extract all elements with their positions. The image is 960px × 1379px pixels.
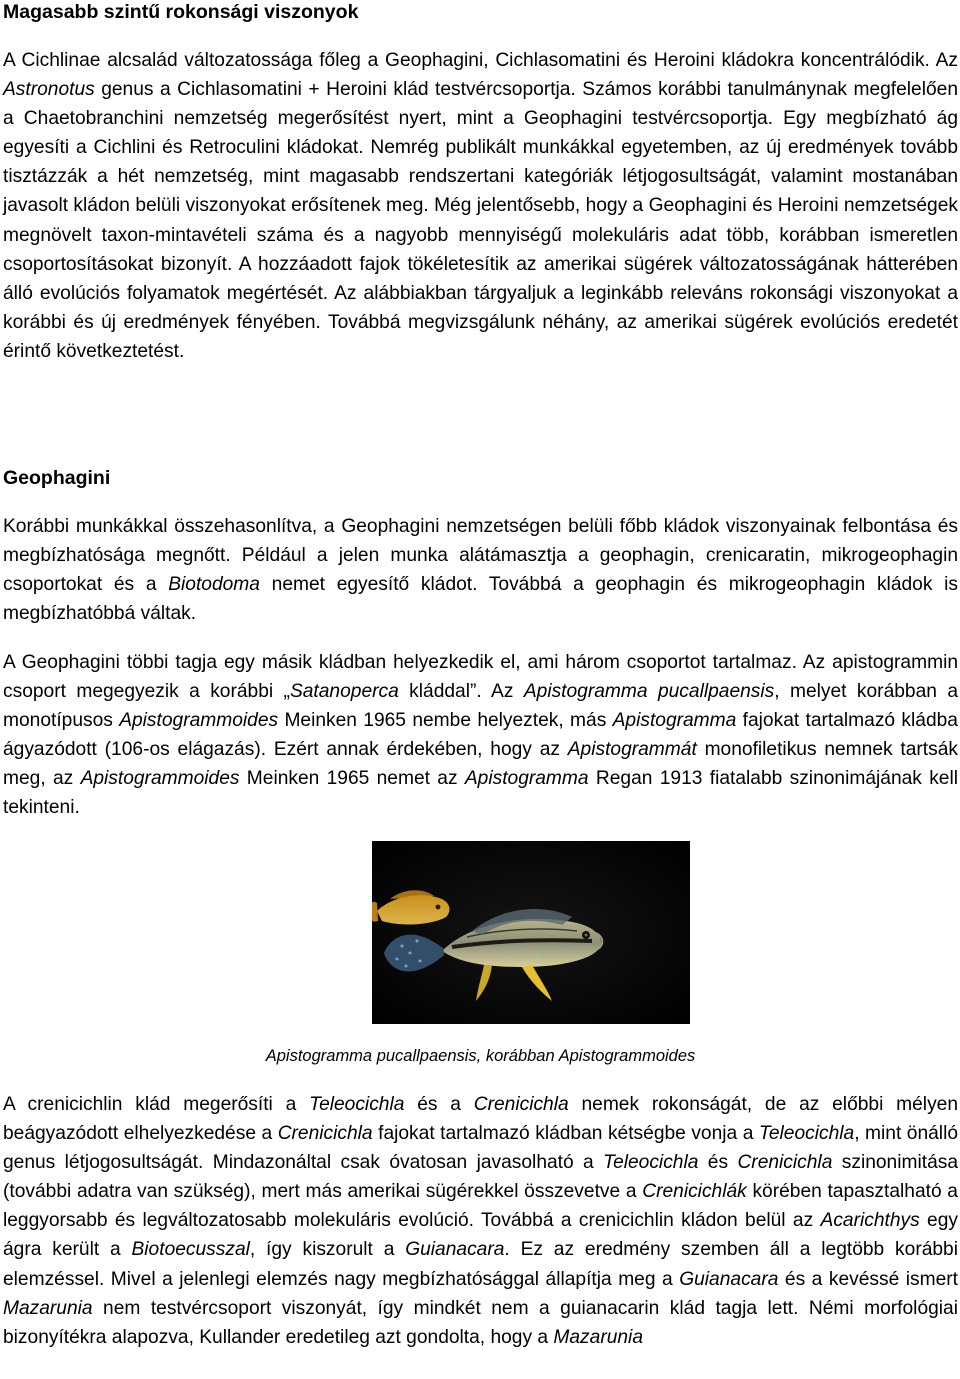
italic-term: Guianacara — [405, 1239, 505, 1261]
text-run: Regan 1913 fiatalabb szinonimájának kell tekinteni. — [3, 768, 958, 819]
text-run: nemek rokonságát, de az előbbi mélyen beágyazódott elhelyezkedése a — [3, 1094, 959, 1145]
italic-term: Satanoperca — [289, 681, 399, 703]
text-run: A Geophagini többi tagja egy másik kládban helyezkedik el, ami három csoportot tartalmaz. Az apistogrammin csoport megegyezik a korábbi „ — [3, 652, 958, 703]
text-run: és a kevéssé ismert — [778, 1268, 958, 1290]
italic-term: Teleocichla — [309, 1094, 405, 1115]
text-run: Korábbi munkákkal összehasonlítva, a Geophagini nemzetségen belüli főbb kládok viszonyainak felbontása és megbízhatósága megnőtt. Például a jelen munka alátámasztja a geophagin, crenicaratin, mikrogeophagin csoportokat és a — [3, 516, 958, 596]
text-run: A crenicichlin klád megerősíti a — [3, 1094, 310, 1115]
text-run: . Ez az eredmény szemben áll a legtöbb korábbi elemzéssel. Mivel a jelenlegi elemzés nagy megbízhatósággal állapítja meg a — [3, 1239, 958, 1290]
text-run: egy ágra került a — [3, 1210, 958, 1261]
section-heading-geophagini: Geophagini — [3, 467, 111, 489]
text-run: A Cichlinae alcsalád változatossága főleg a Geophagini, Cichlasomatini és Heroini kládokra koncentrálódik. Az — [3, 50, 958, 71]
paragraph-geophagini-1 — [3, 512, 958, 628]
text-run: , mint önálló genus létjogosultságát. Mindazonáltal csak óvatosan javasolható a — [3, 1123, 959, 1174]
text-run: genus a Cichlasomatini + Heroini klád testvércsoportja. Számos korábbi tanulmánynak megfelelően a Chaetobranchini nemzetség megerősítést nyert, mint a Geophagini testvércsoportja. Egy megbízható ág egyesíti a Cichlini és Retroculini kládokat. Nemrég publikált munkákkal egyetemben, az új eredmények tovább tisztázzák a hét nemzetség, mint magasabb rendszertani kategóriák létjogosultságát, valamint mostanában javasolt kládon belüli viszonyokat erősítenek meg. Még jelentősebb, hogy a Geophagini és Heroini nemzetségek megnövelt taxon-mintavételi száma és a nagyobb mennyiségű molekuláris adat több, korábban ismeretlen csoportosításokat bizonyít. A hozzáadott fajok tökéletesítik az amerikai sügérek változatosságának hátterében álló evolúciós folyamatok megértését. Az alábbiakban tárgyaljuk a leginkább releváns rokonsági viszonyokat a korábbi és új eredmények fényében. Továbbá megvizsgálunk néhány, az amerikai sügérek evolúciós eredetét érintő következtetést. — [3, 79, 958, 362]
italic-term: Crenicichlák — [642, 1181, 747, 1203]
italic-term: Mazarunia — [553, 1326, 643, 1348]
text-run: , melyet korábban a monotípusos — [3, 681, 959, 732]
italic-term: Teleocichla — [758, 1123, 855, 1145]
italic-term: Biotodoma — [168, 574, 260, 596]
italic-term: Crenicichla — [277, 1123, 373, 1145]
italic-term: Apistogrammoides — [80, 768, 240, 790]
text-run: és a — [404, 1094, 474, 1115]
text-run: monofiletikus nemnek tartsák meg, az — [3, 739, 958, 790]
italic-term: Apistogramma pucallpaensis — [523, 681, 775, 703]
text-run: nemet egyesítő kládot. Továbbá a geophagin és mikrogeophagin kládok is megbízhatóbbá váltak. — [3, 574, 958, 625]
italic-term: Crenicichla — [473, 1094, 569, 1115]
italic-term: Apistogrammát — [567, 739, 697, 761]
paragraph-crenicichlin — [3, 1090, 958, 1352]
italic-term: Teleocichla — [603, 1152, 699, 1174]
text-run: körében tapasztalható a leggyorsabb és legváltozatosabb molekuláris evolúció. Továbbá a crenicichlin kládon belül az — [3, 1181, 958, 1232]
paragraph-intro — [3, 46, 958, 366]
text-run: , így kiszorult a — [249, 1239, 406, 1261]
text-run: és — [698, 1152, 738, 1174]
italic-term: Astronotus — [3, 79, 95, 101]
photo-caption: Apistogramma pucallpaensis, korábban Apistogrammoides — [265, 1047, 696, 1065]
italic-term: Biotoecusszal — [131, 1239, 250, 1261]
italic-term: Apistogramma — [464, 768, 589, 790]
italic-term: Apistogrammoides — [119, 710, 279, 732]
italic-term: Mazarunia — [3, 1297, 93, 1319]
italic-term: Crenicichla — [737, 1152, 833, 1174]
text-run: fajokat tartalmazó kládban kétségbe vonja a — [372, 1123, 759, 1145]
section-heading-relationships: Magasabb szintű rokonsági viszonyok — [3, 1, 359, 23]
apistogramma-fish-image — [372, 841, 690, 1024]
text-run: fajokat tartalmazó kládba ágyazódott (106-os elágazás). Ezért annak érdekében, hogy az — [3, 710, 958, 761]
text-run: kláddal”. Az — [398, 681, 524, 703]
text-run: Meinken 1965 nembe helyeztek, más — [278, 710, 613, 732]
italic-term: Guianacara — [679, 1268, 779, 1290]
text-run: Meinken 1965 nemet az — [239, 768, 465, 790]
text-run: nem testvércsoport viszonyát, így mindkét nem a guianacarin klád tagja lett. Némi morfológiai bizonyítékra alapozva, Kullander eredetileg azt gondolta, hogy a — [3, 1297, 958, 1348]
text-run: szinonimitása (további adatra van szükség), mert más amerikai sügérekkel összevetve a — [3, 1152, 958, 1203]
paragraph-geophagini-2 — [3, 648, 958, 823]
fish-photo — [372, 841, 690, 1024]
italic-term: Apistogramma — [612, 710, 737, 732]
italic-term: Acarichthys — [820, 1210, 920, 1232]
